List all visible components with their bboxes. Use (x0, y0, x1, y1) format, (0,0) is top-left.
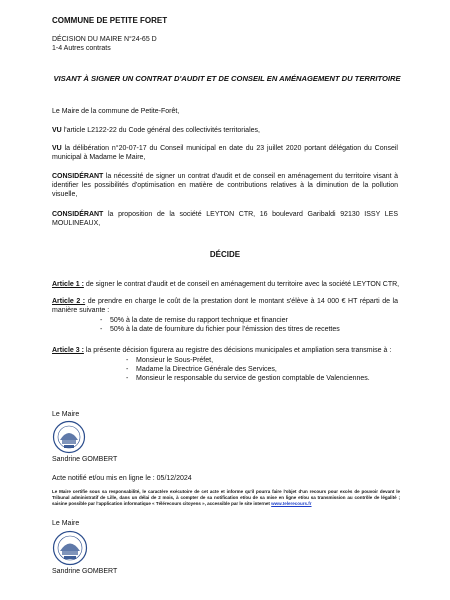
decide-heading: DÉCIDE (209, 250, 241, 259)
signature-role: Le Maire (52, 411, 80, 418)
considerant-text: la nécessité de signer un contrat d'audit et de conseil en aménagement du territoire visant à identifier les possibilités d'optimisation en matière de contributions relatives à la diminution de la pollution visuelle, (52, 173, 398, 198)
list-item: - 50% à la date de remise du rapport technique et financier (100, 316, 400, 325)
signature-name: Sandrine GOMBERT (52, 568, 118, 575)
decision-number: DÉCISION DU MAIRE N°24-65 D (52, 36, 157, 43)
list-item: - Madame la Directrice Générale des Services, (126, 365, 416, 374)
legal-notice-text: Le Maire certifie sous sa responsabilité, le caractère exécutoire de cet acte et informe qu'il pourra faire l'objet d'un recours pour excès de pouvoir devant le Tribunal administratif de Lille, dans un délai de 2 mois, à compter de sa notification et/ou de sa mise en ligne et/ou sa transmission au contrôle de légalité ; saisine possible par l'application informatique « Télérecours citoyens », accessible par le site internet (52, 489, 400, 506)
signature-name: Sandrine GOMBERT (52, 456, 118, 463)
acte-notifie: Acte notifié et/ou mis en ligne le : 05/12/2024 (52, 475, 192, 482)
list-item: - Monsieur le responsable du service de gestion comptable de Valenciennes. (126, 374, 416, 383)
article-text: la présente décision figurera au registre des décisions municipales et ampliation sera transmise à : (85, 347, 392, 354)
article-3-list (126, 356, 416, 383)
vu-paragraph-2 (52, 144, 398, 162)
article-2-list (100, 316, 400, 334)
town-seal-image (52, 530, 88, 566)
article-label: Article 1 : (52, 281, 84, 288)
article-label: Article 2 : (52, 298, 86, 305)
article-text: de signer le contrat d'audit et de conseil en aménagement du territoire avec la société LEYTON CTR, (85, 281, 400, 288)
vu-text: la délibération n°20-07-17 du Conseil municipal en date du 23 juillet 2020 portant délégation du Conseil municipal à Madame le Maire, (52, 145, 398, 161)
vu-text: l'article L2122-22 du Code général des collectivités territoriales, (63, 127, 260, 134)
signature-role: Le Maire (52, 520, 80, 527)
considerant-label: CONSIDÉRANT (52, 211, 104, 218)
article-label: Article 3 : (52, 347, 84, 354)
considerant-paragraph-2 (52, 210, 398, 228)
article-3 (52, 346, 402, 355)
intro-text: Le Maire de la commune de Petite-Forêt, (52, 108, 180, 115)
considerant-paragraph-1 (52, 172, 398, 199)
document-title: VISANT À SIGNER UN CONTRAT D'AUDIT ET DE CONSEIL EN AMÉNAGEMENT DU TERRITOIRE (53, 74, 401, 83)
article-1 (52, 280, 402, 289)
vu-paragraph-1 (52, 126, 398, 135)
decision-category: 1-4 Autres contrats (52, 45, 111, 52)
article-text: de prendre en charge le coût de la prestation dont le montant s'élève à 14 000 € HT réparti de la manière suivante : (52, 298, 398, 314)
considerant-text: la proposition de la société LEYTON CTR, 16 boulevard Garibaldi 92130 ISSY LES MOULINEAUX, (52, 211, 398, 227)
town-seal-image (52, 420, 86, 454)
commune-name: COMMUNE DE PETITE FORET (52, 16, 168, 25)
considerant-label: CONSIDÉRANT (52, 173, 104, 180)
vu-label: VU (52, 127, 62, 134)
article-2 (52, 297, 398, 315)
list-item: - Monsieur le Sous-Préfet, (126, 356, 416, 365)
vu-label: VU (52, 145, 62, 152)
legal-notice (52, 489, 400, 507)
list-item: - 50% à la date de fourniture du fichier pour l'émission des titres de recettes (100, 325, 400, 334)
telerecours-link[interactable]: www.telerecours.fr (271, 501, 312, 506)
